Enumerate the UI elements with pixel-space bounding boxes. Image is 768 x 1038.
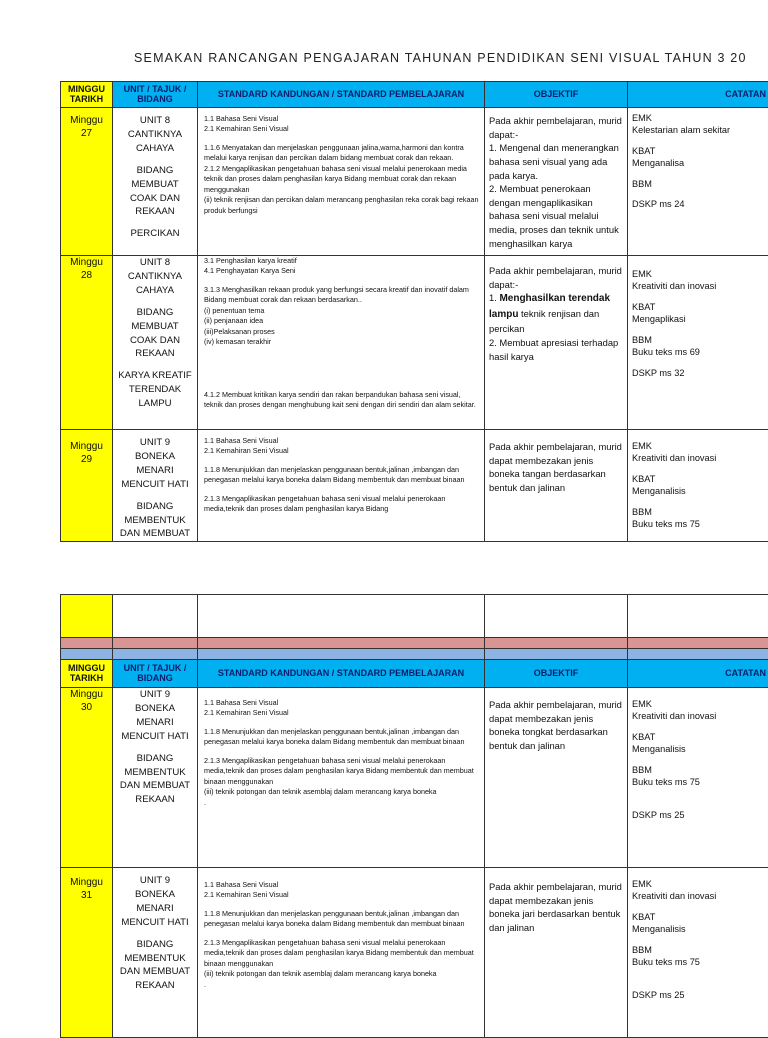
notes-cell: EMK Kreativiti dan inovasi KBAT Menganalisis BBM Buku teks ms 75 DSKP ms 25 [628, 868, 768, 1038]
objective-cell: Pada akhir pembelajaran, murid dapat:- 1. Menghasilkan terendak lampu teknik renjisan dan percikan 2. Membuat apresiasi terhadap hasil karya [485, 256, 628, 430]
standard-cell: 1.1 Bahasa Seni Visual 2.1 Kemahiran Seni Visual 1.1.8 Menunjukkan dan menjelaskan penggunaan bentuk,jalinan ,imbangan dan penegasan melalui karya boneka dalam Bidang membentuk dan membuat binaan 2.1.3 Mengaplikasikan pengetahuan bahasa seni visual melalui penerokaan media,teknik dan proses dalam penghasilan karya Bidang membentuk dan membuat binaan menggunakan (iii) teknik potongan dan teknik asemblaj dalam merancang karya boneka . [198, 688, 485, 868]
blank-row [61, 595, 768, 638]
header-unit: UNIT / TAJUK / BIDANG [113, 660, 198, 688]
notes-cell: EMK Kelestarian alam sekitar KBAT Menganalisa BBM DSKP ms 24 [628, 108, 768, 256]
unit-cell: UNIT 9 BONEKA MENARI MENCUIT HATI BIDANG MEMBENTUK DAN MEMBUAT REKAAN [113, 868, 198, 1038]
objective-cell: Pada akhir pembelajaran, murid dapat membezakan jenis boneka tongkat berdasarkan bentuk dan jalinan [485, 688, 628, 868]
week-cell: Minggu 29 [61, 430, 113, 542]
table-row [61, 430, 768, 542]
standard-cell: 1.1 Bahasa Seni Visual 2.1 Kemahiran Seni Visual 1.1.8 Menunjukkan dan menjelaskan penggunaan bentuk,jalinan ,imbangan dan penegasan melalui karya boneka dalam Bidang membentuk dan membuat binaan 2.1.3 Mengaplikasikan pengetahuan bahasa seni visual melalui penerokaan media,teknik dan proses dalam penghasilan karya Bidang [198, 430, 485, 542]
unit-cell: UNIT 8 CANTIKNYA CAHAYA BIDANG MEMBUAT COAK DAN REKAAN PERCIKAN [113, 108, 198, 256]
notes-cell: EMK Kreativiti dan inovasi KBAT Mengaplikasi BBM Buku teks ms 69 DSKP ms 32 [628, 256, 768, 430]
table-row [61, 868, 768, 1038]
document-title: SEMAKAN RANCANGAN PENGAJARAN TAHUNAN PENDIDIKAN SENI VISUAL TAHUN 3 20 [134, 51, 747, 65]
pink-band-row [61, 638, 768, 649]
standard-cell: 1.1 Bahasa Seni Visual 2.1 Kemahiran Seni Visual 1.1.6 Menyatakan dan menjelaskan penggunaan jalina,warna,harmoni dan kontra melalui karya renjisan dan percikan dalam bidang membuat corak dan rekaan. 2.1.2 Mengaplikasikan pengetahuan bahasa seni visual melalui penerokaan media teknik dan proses dalam penghasilan karya Bidang membuat corak dan rekaan menggunakan (ii) teknik renjisan dan percikan dalam merancang penghasilan reka corak bagi rekaan produk berfungsi [198, 108, 485, 256]
standard-cell: 3.1 Penghasilan karya kreatif 4.1 Penghayatan Karya Seni 3.1.3 Menghasilkan rekaan produk yang berfungsi secara kreatif dan inovatif dalam Bidang membuat corak dan rekaan berdasarkan.. (i) penentuan tema (ii) penjanaan idea (iii)Pelaksanan proses (iv) kemasan terakhir 4.1.2 Membuat kritikan karya sendiri dan rakan berpandukan bahasa seni visual, teknik dan proses dengan menghubung kait seni dengan diri sendiri dan alam sekitar. [198, 256, 485, 430]
header-catatan: CATATAN [628, 82, 768, 108]
week-cell: Minggu 27 [61, 108, 113, 256]
week-cell: Minggu 31 [61, 868, 113, 1038]
objective-cell: Pada akhir pembelajaran, murid dapat membezakan jenis boneka tangan berdasarkan bentuk dan jalinan [485, 430, 628, 542]
header-objektif: OBJEKTIF [485, 660, 628, 688]
table-row [61, 688, 768, 868]
header-minggu: MINGGU TARIKH [61, 660, 113, 688]
table-header [61, 82, 768, 108]
unit-cell: UNIT 9 BONEKA MENARI MENCUIT HATI BIDANG MEMBENTUK DAN MEMBUAT REKAAN [113, 688, 198, 868]
week-cell: Minggu 28 [61, 256, 113, 430]
objective-cell: Pada akhir pembelajaran, murid dapat:- 1. Mengenal dan menerangkan bahasa seni visual yang ada pada karya. 2. Membuat penerokaan dengan mengaplikasikan bahasa seni visual melalui media, proses dan teknik untuk menghasilkan karya [485, 108, 628, 256]
header-sk: STANDARD KANDUNGAN / STANDARD PEMBELAJARAN [198, 660, 485, 688]
standard-cell: 1.1 Bahasa Seni Visual 2.1 Kemahiran Seni Visual 1.1.8 Menunjukkan dan menjelaskan penggunaan bentuk,jalinan ,imbangan dan penegasan melalui karya boneka dalam Bidang membentuk dan membuat binaan 2.1.3 Mengaplikasikan pengetahuan bahasa seni visual melalui penerokaan media,teknik dan proses dalam penghasilan karya Bidang membentuk dan membuat binaan menggunakan (iii) teknik potongan dan teknik asemblaj dalam merancang karya boneka . [198, 868, 485, 1038]
header-unit: UNIT / TAJUK / BIDANG [113, 82, 198, 108]
objective-cell: Pada akhir pembelajaran, murid dapat membezakan jenis boneka jari berdasarkan bentuk dan jalinan [485, 868, 628, 1038]
plan-table-1 [60, 81, 768, 542]
header-catatan: CATATAN [628, 660, 768, 688]
unit-cell: UNIT 8 CANTIKNYA CAHAYA BIDANG MEMBUAT COAK DAN REKAAN KARYA KREATIF TERENDAK LAMPU [113, 256, 198, 430]
table-header [61, 660, 768, 688]
notes-cell: EMK Kreativiti dan inovasi KBAT Menganalisis BBM Buku teks ms 75 DSKP ms 25 [628, 688, 768, 868]
header-minggu: MINGGU TARIKH [61, 82, 113, 108]
table-row [61, 256, 768, 430]
table-row [61, 108, 768, 256]
header-sk: STANDARD KANDUNGAN / STANDARD PEMBELAJARAN [198, 82, 485, 108]
notes-cell: EMK Kreativiti dan inovasi KBAT Menganalisis BBM Buku teks ms 75 [628, 430, 768, 542]
unit-cell: UNIT 9 BONEKA MENARI MENCUIT HATI BIDANG MEMBENTUK DAN MEMBUAT [113, 430, 198, 542]
plan-table-2 [60, 594, 768, 1038]
week-cell: Minggu 30 [61, 688, 113, 868]
blue-band-row [61, 649, 768, 660]
header-objektif: OBJEKTIF [485, 82, 628, 108]
